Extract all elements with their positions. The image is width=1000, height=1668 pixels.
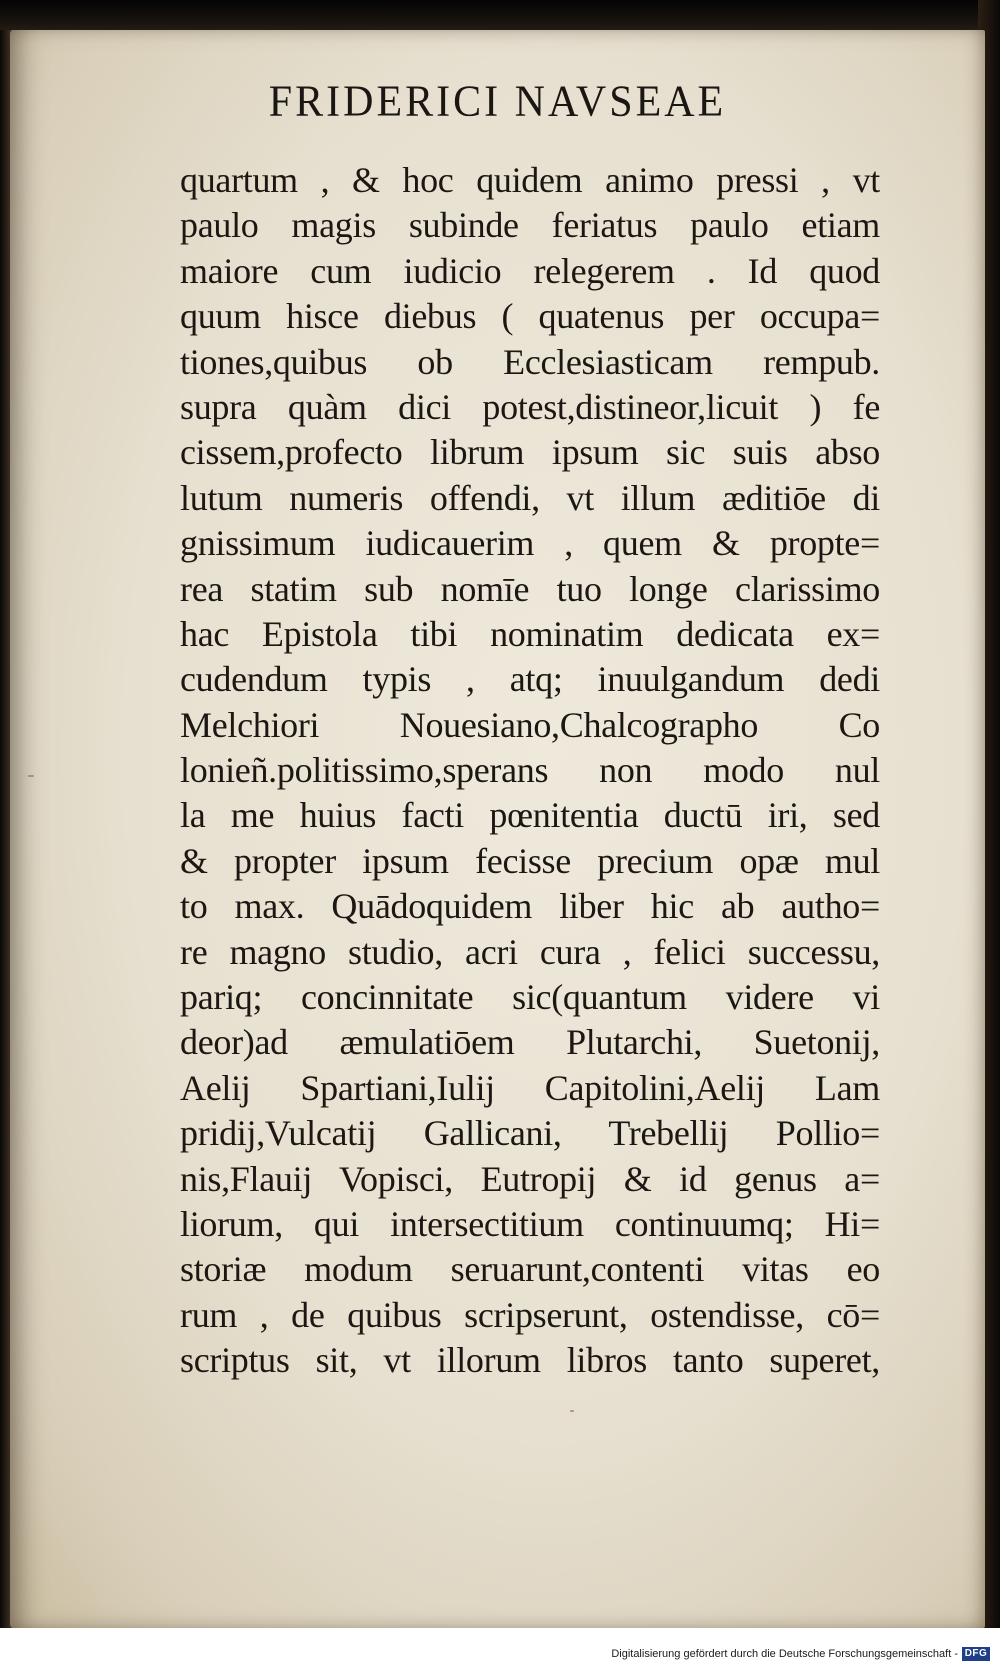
text-line: deor)ad æmulatiōem Plutarchi, Suetonij, (180, 1022, 880, 1063)
text-line: quartum , & hoc quidem animo pressi , vt (180, 160, 880, 200)
dfg-logo-icon[interactable]: DFG (962, 1647, 990, 1661)
text-line: scriptus sit, vt illorum libros tanto superet, (180, 1340, 880, 1381)
book-top-edge (0, 0, 1000, 34)
text-line: cissem,profecto librum ipsum sic suis abso (180, 432, 880, 473)
text-line: & propter ipsum fecisse precium opæ mul (180, 840, 880, 881)
text-line: paulo magis subinde feriatus paulo etiam (180, 205, 880, 246)
text-line: storiæ modum seruarunt,contenti vitas eo (180, 1249, 880, 1290)
paper-speck (570, 1410, 574, 1412)
text-line: maiore cum iudicio relegerem . Id quod (180, 250, 880, 291)
footer-bar (0, 1628, 1000, 1668)
text-line: nis,Flauij Vopisci, Eutropij & id genus a= (180, 1158, 880, 1199)
text-line: tiones,quibus ob Ecclesiasticam rempub. (180, 341, 880, 382)
text-line: supra quàm dici potest,distineor,licuit ) fe (180, 386, 880, 427)
text-line: la me huius facti pœnitentia ductū iri, sed (180, 795, 880, 836)
text-line: to max. Quādoquidem liber hic ab autho= (180, 886, 880, 927)
text-line: rea statim sub nomīe tuo longe clarissimo (180, 568, 880, 609)
text-line: gnissimum iudicauerim , quem & propte= (180, 523, 880, 564)
paper-speck (28, 775, 34, 777)
text-line: lonieñ.politissimo,sperans non modo nul (180, 750, 880, 791)
text-line: cudendum typis , atq; inuulgandum dedi (180, 659, 880, 700)
text-line: Melchiori Nouesiano,Chalcographo Co (180, 704, 880, 745)
text-line: re magno studio, acri cura , felici successu, (180, 931, 880, 972)
text-line: pridij,Vulcatij Gallicani, Trebellij Pollio= (180, 1113, 880, 1154)
text-line: rum , de quibus scripserunt, ostendisse, cō= (180, 1294, 880, 1335)
text-line: hac Epistola tibi nominatim dedicata ex= (180, 613, 880, 654)
footer-credit: Digitalisierung gefördert durch die Deutsche Forschungsgemeinschaft - (611, 1648, 958, 1660)
text-line: Aelij Spartiani,Iulij Capitolini,Aelij Lam (180, 1067, 880, 1108)
book-page (10, 30, 985, 1628)
text-line: quum hisce diebus ( quatenus per occupa= (180, 296, 880, 337)
text-line: pariq; concinnitate sic(quantum videre vi (180, 977, 880, 1018)
running-head: FRIDERICI NAVSEAE (268, 77, 727, 127)
text-line: liorum, qui intersectitium continuumq; Hi= (180, 1203, 880, 1244)
text-block (180, 158, 880, 1384)
text-line: lutum numeris offendi, vt illum æditiōe di (180, 477, 880, 518)
